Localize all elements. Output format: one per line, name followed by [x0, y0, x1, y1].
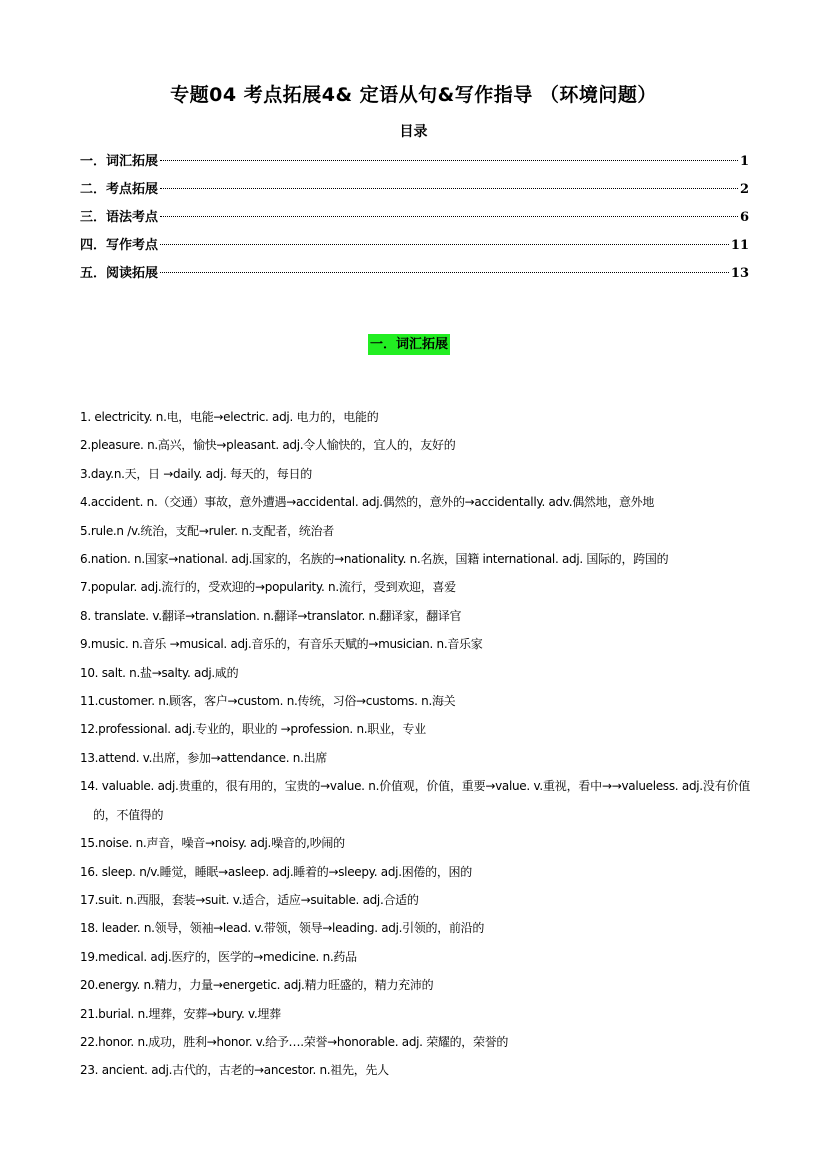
- toc-leader-dots: [160, 271, 729, 273]
- toc-entry[interactable]: [80, 234, 749, 262]
- toc-heading: 目录: [399, 124, 428, 140]
- vocab-item: 7.popular. adj.流行的，受欢迎的→popularity. n.流行，受到欢迎，喜爱: [80, 580, 456, 595]
- toc-entry-page: 13: [730, 266, 749, 281]
- toc-leader-dots: [160, 243, 729, 245]
- vocab-item: 1. electricity. n.电，电能→electric. adj. 电力的，电能的: [80, 410, 379, 424]
- toc-entry-page: 2: [739, 182, 749, 197]
- toc-entry-label: 三．语法考点: [80, 210, 159, 225]
- toc-entry-label: 四．写作考点: [80, 238, 159, 253]
- vocab-item: 13.attend. v.出席，参加→attendance. n.出席: [80, 750, 327, 765]
- vocabulary-list: [80, 403, 750, 1085]
- vocab-item: 17.suit. n.西服，套装→suit. v.适合，适应→suitable. adj.合适的: [80, 892, 419, 907]
- toc-leader-dots: [160, 215, 738, 217]
- toc-entry-label: 二．考点拓展: [80, 182, 159, 197]
- vocab-item: 20.energy. n.精力，力量→energetic. adj.精力旺盛的，精力充沛的: [80, 978, 434, 993]
- document-title: 专题04 考点拓展4& 定语从句&写作指导 （环境问题）: [170, 84, 657, 106]
- vocab-item: 4.accident. n.（交通）事故，意外遭遇→accidental. adj.偶然的，意外的→accidentally. adv.偶然地，意外地: [80, 495, 655, 510]
- vocab-item: 8. translate. v.翻译→translation. n.翻译→translator. n.翻译家，翻译官: [80, 608, 462, 623]
- toc-entry-page: 11: [730, 238, 749, 253]
- toc-entry[interactable]: [80, 150, 749, 178]
- toc-entry-label: 一．词汇拓展: [80, 154, 159, 169]
- vocab-item: 3.day.n.天，日 →daily. adj. 每天的，每日的: [80, 466, 312, 481]
- toc-entry-page: 1: [739, 154, 749, 169]
- vocab-item: 6.nation. n.国家→national. adj.国家的，名族的→nationality. n.名族，国籍 international. adj. 国际的，跨国的: [80, 552, 669, 567]
- vocab-item: 11.customer. n.顾客，客户→custom. n.传统，习俗→customs. n.海关: [80, 694, 456, 709]
- vocab-item: 2.pleasure. n.高兴，愉快→pleasant. adj.令人愉快的，宜人的，友好的: [80, 438, 456, 453]
- vocab-item: 21.burial. n.埋葬，安葬→bury. v.埋葬: [80, 1006, 281, 1021]
- table-of-contents: [80, 150, 749, 290]
- toc-entry[interactable]: [80, 262, 749, 290]
- toc-entry-label: 五．阅读拓展: [80, 266, 159, 281]
- vocab-item: 16. sleep. n/v.睡觉，睡眠→asleep. adj.睡着的→sleepy. adj.困倦的，困的: [80, 864, 472, 879]
- section-heading: 一．词汇拓展: [368, 334, 450, 355]
- toc-leader-dots: [160, 159, 738, 161]
- vocab-item: 19.medical. adj.医疗的，医学的→medicine. n.药品: [80, 949, 357, 964]
- toc-entry[interactable]: [80, 178, 749, 206]
- vocab-item: 5.rule.n /v.统治，支配→ruler. n.支配者，统治者: [80, 523, 334, 538]
- vocab-item: 22.honor. n.成功，胜利→honor. v.给予….荣誉→honorable. adj. 荣耀的，荣誉的: [80, 1034, 509, 1049]
- vocab-item: 23. ancient. adj.古代的，古老的→ancestor. n.祖先，先人: [80, 1063, 389, 1078]
- vocab-item: 18. leader. n.领导，领袖→lead. v.带领，领导→leading. adj.引领的，前沿的: [80, 921, 485, 936]
- toc-entry[interactable]: [80, 206, 749, 234]
- toc-entry-page: 6: [739, 210, 749, 225]
- vocab-item: 10. salt. n.盐→salty. adj.咸的: [80, 665, 239, 680]
- vocab-item: 14. valuable. adj.贵重的，很有用的，宝贵的→value. n.价值观，价值，重要→value. v.重视，看中→→valueless. adj.没有价值的，不值得的: [80, 779, 750, 822]
- vocab-item: 9.music. n.音乐 →musical. adj.音乐的，有音乐天赋的→musician. n.音乐家: [80, 637, 483, 652]
- vocab-item: 15.noise. n.声音，噪音→noisy. adj.噪音的,吵闹的: [80, 836, 345, 851]
- vocab-item: 12.professional. adj.专业的，职业的 →profession. n.职业，专业: [80, 722, 426, 737]
- toc-leader-dots: [160, 187, 738, 189]
